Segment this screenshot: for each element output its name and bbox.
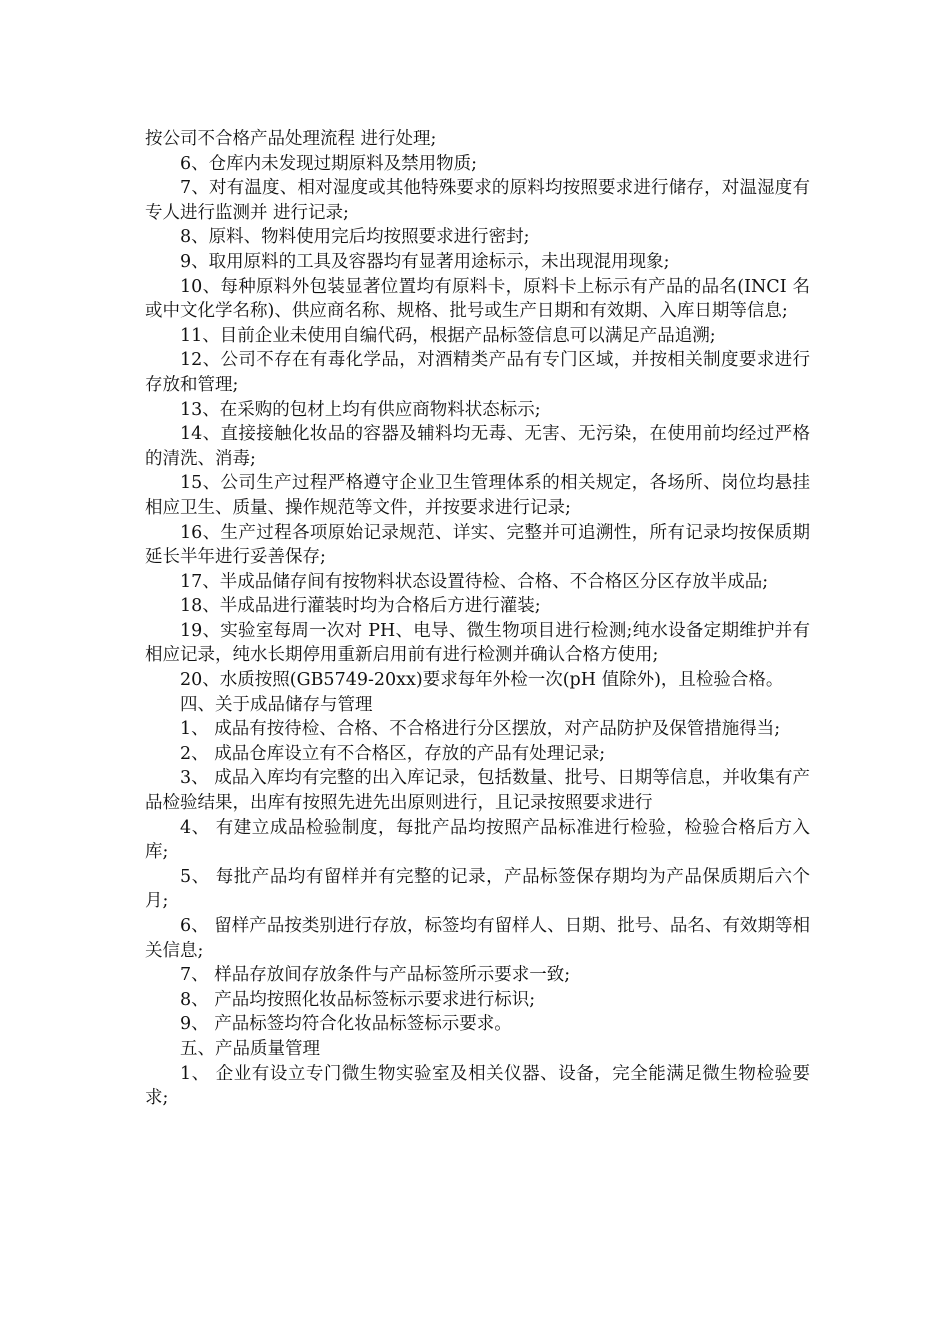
- paragraph: 20、水质按照(GB5749-20xx)要求每年外检一次(pH 值除外)，且检验合格。: [180, 670, 784, 691]
- paragraph: 2、 成品仓库设立有不合格区，存放的产品有处理记录;: [180, 743, 606, 764]
- paragraph: 四、关于成品储存与管理: [180, 694, 373, 715]
- paragraph: 5、 每批产品均有留样并有完整的记录，产品标签保存期均为产品保质期后六个月;: [145, 866, 810, 912]
- paragraph: 13、在采购的包材上均有供应商物料状态标示;: [180, 399, 541, 420]
- paragraph: 19、实验室每周一次对 PH、电导、微生物项目进行检测;纯水设备定期维护并有相应记录，纯水长期停用重新启用前有进行检测并确认合格方使用;: [145, 620, 810, 666]
- paragraph: 9、 产品标签均符合化妆品标签标示要求。: [180, 1014, 512, 1035]
- paragraph: 17、半成品储存间有按物料状态设置待检、合格、不合格区分区存放半成品;: [180, 571, 769, 592]
- paragraph: 8、 产品均按照化妆品标签标示要求进行标识;: [180, 989, 536, 1010]
- paragraph: 12、公司不存在有毒化学品，对酒精类产品有专门区域，并按相关制度要求进行存放和管理;: [145, 350, 810, 395]
- paragraph: 3、 成品入库均有完整的出入库记录，包括数量、批号、日期等信息，并收集有产品检验结果，出库有按照先进先出原则进行，且记录按照要求进行: [145, 768, 810, 814]
- document-body: [145, 127, 810, 1111]
- paragraph: 按公司不合格产品处理流程 进行处理;: [145, 129, 437, 149]
- paragraph: 9、取用原料的工具及容器均有显著用途标示，未出现混用现象;: [180, 251, 670, 272]
- paragraph: 4、 有建立成品检验制度，每批产品均按照产品标准进行检验，检验合格后方入库;: [145, 817, 810, 863]
- paragraph: 1、 企业有设立专门微生物实验室及相关仪器、设备，完全能满足微生物检验要求;: [145, 1063, 810, 1109]
- paragraph: 7、对有温度、相对湿度或其他特殊要求的原料均按照要求进行储存，对温湿度有专人进行监测并 进行记录;: [145, 178, 810, 223]
- paragraph: 6、 留样产品按类别进行存放，标签均有留样人、日期、批号、品名、有效期等相关信息;: [145, 916, 810, 961]
- paragraph: 7、 样品存放间存放条件与产品标签所示要求一致;: [180, 965, 571, 986]
- paragraph: 8、原料、物料使用完后均按照要求进行密封;: [180, 227, 530, 248]
- paragraph: 1、 成品有按待检、合格、不合格进行分区摆放，对产品防护及保管措施得当;: [180, 719, 781, 740]
- paragraph: 五、产品质量管理: [180, 1038, 320, 1059]
- paragraph: 6、仓库内未发现过期原料及禁用物质;: [180, 153, 478, 174]
- paragraph: 18、半成品进行灌装时均为合格后方进行灌装;: [180, 596, 541, 617]
- paragraph: 14、直接接触化妆品的容器及辅料均无毒、无害、无污染，在使用前均经过严格的清洗、消毒;: [145, 424, 810, 469]
- paragraph: 10、每种原料外包装显著位置均有原料卡，原料卡上标示有产品的品名(INCI 名或中文化学名称)、供应商名称、规格、批号或生产日期和有效期、入库日期等信息;: [145, 276, 810, 322]
- paragraph: 16、生产过程各项原始记录规范、详实、完整并可追溯性，所有记录均按保质期延长半年进行妥善保存;: [145, 522, 810, 568]
- paragraph: 15、公司生产过程严格遵守企业卫生管理体系的相关规定，各场所、岗位均悬挂相应卫生、质量、操作规范等文件，并按要求进行记录;: [145, 473, 810, 518]
- paragraph: 11、目前企业未使用自编代码，根据产品标签信息可以满足产品追溯;: [180, 325, 716, 346]
